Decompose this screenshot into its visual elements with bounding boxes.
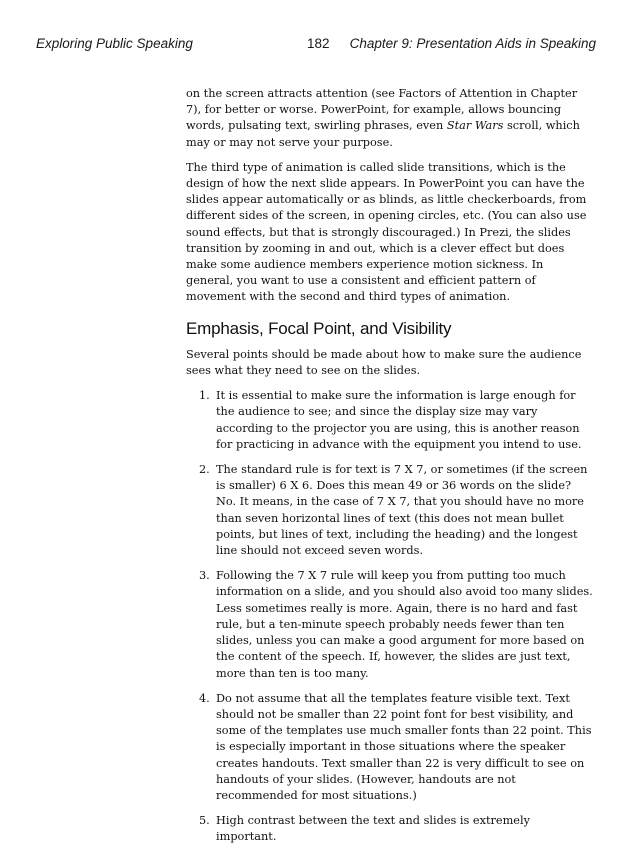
list-number: 5.: [199, 814, 210, 828]
list-item: [186, 462, 594, 559]
italic-title: Star Wars: [446, 119, 504, 133]
paragraph-text: scroll, which may or may not serve your purpose.: [186, 119, 580, 149]
list-item: [186, 691, 594, 804]
list-text: It is essential to make sure the information is large enough for the audience to see; and since the display size may vary according to the projector you are using, this is another reason for practicing in advance with the equipment you intend to use.: [216, 389, 582, 451]
list-number: 4.: [199, 691, 210, 705]
list-text: Do not assume that all the templates feature visible text. Text should not be smaller than 22 point font for best visibility, and some of the templates use much smaller fonts than 22 point. This is especially important in those situations where the speaker creates handouts. Text smaller than 22 is very difficult to see on handouts of your slides. (However, handouts are not recommended for most situations.): [216, 691, 592, 802]
paragraph-intro: Several points should be made about how to make sure the audience sees what they need to see on the slides.: [186, 347, 582, 378]
page-number: 182: [307, 36, 330, 51]
list-item: [186, 388, 594, 453]
list-text: High contrast between the text and slides is extremely important.: [216, 814, 530, 844]
chapter-title: Chapter 9: Presentation Aids in Speaking: [349, 36, 596, 51]
list-text: Following the 7 X 7 rule will keep you from putting too much information on a slide, and you should also avoid too many slides. Less sometimes really is more. Again, there is no hard and fast rule, but a ten-minute speech probably needs fewer than ten slides, unless you can make a good argument for more based on the content of the speech. If, however, the slides are just text, more than ten is too many.: [216, 569, 593, 680]
list-item: [186, 568, 594, 681]
running-header: [36, 36, 596, 56]
page-body: [186, 86, 594, 855]
section-heading: Emphasis, Focal Point, and Visibility: [186, 318, 452, 338]
list-number: 3.: [199, 569, 210, 583]
paragraph-text: on the screen attracts attention (see Factors of Attention in Chapter 7), for better or worse. PowerPoint, for example, allows bouncing words, pulsating text, swirling phrases, even: [186, 87, 578, 133]
paragraph-slide-transitions: The third type of animation is called slide transitions, which is the design of how the next slide appears. In PowerPoint you can have the slides appear automatically or as blinds, as little checkerboards, from different sides of the screen, in opening circles, etc. (You can also use sound effects, but that is strongly discouraged.) In Prezi, the slides transition by zooming in and out, which is a clever effect but does make some audience members experience motion sickness. In general, you want to use a consistent and efficient pattern of movement with the second and third types of animation.: [186, 160, 587, 304]
list-item: [186, 813, 594, 845]
visibility-list: [186, 388, 594, 845]
list-number: 1.: [199, 389, 210, 403]
book-title: Exploring Public Speaking: [36, 36, 193, 51]
paragraph-animation-attention: [186, 86, 594, 151]
list-text: The standard rule is for text is 7 X 7, or sometimes (if the screen is smaller) 6 X 6. Does this mean 49 or 36 words on the slide? No. It means, in the case of 7 X 7, that you should have no more than seven horizontal lines of text (this does not mean bullet points, but lines of text, including the heading) and the longest line should not exceed seven words.: [216, 463, 588, 558]
list-number: 2.: [199, 463, 210, 477]
